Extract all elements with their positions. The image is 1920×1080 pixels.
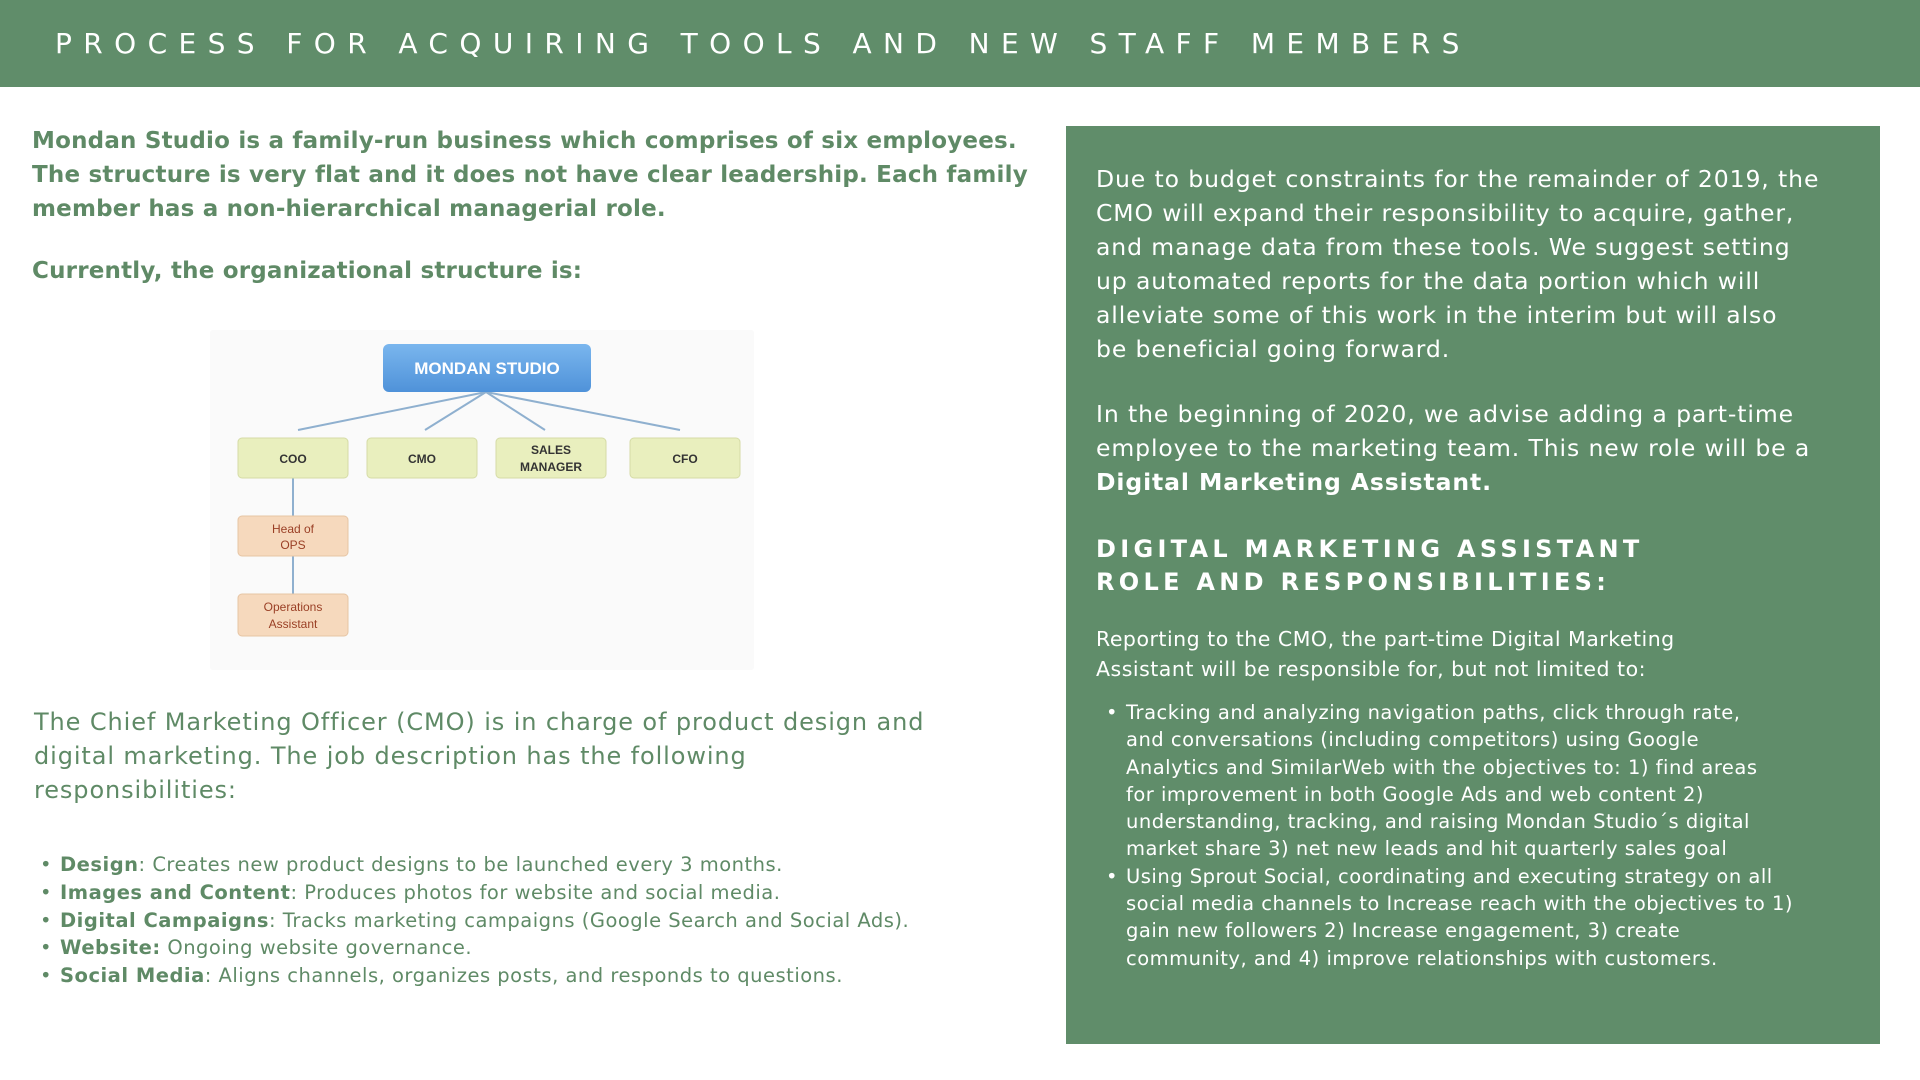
- org-node-root: [383, 344, 591, 392]
- role-heading: [1096, 533, 1644, 599]
- org-node-operations-assistant: [238, 594, 348, 636]
- panel-line: and manage data from these tools. We suggest setting: [1096, 233, 1791, 261]
- cmo-description: [34, 705, 974, 807]
- reporting-paragraph: [1096, 624, 1836, 684]
- cmo-line: responsibilities:: [34, 776, 237, 804]
- role-name: Digital Marketing Assistant.: [1096, 468, 1492, 496]
- org-cmo-label: CMO: [408, 452, 436, 466]
- panel-line: employee to the marketing team. This new role will be a: [1096, 434, 1811, 462]
- resp-text: : Creates new product designs to be launched every 3 months.: [138, 853, 783, 876]
- header-bar: [0, 0, 1920, 87]
- resp-term: Images and Content: [60, 880, 291, 904]
- budget-paragraph: [1096, 162, 1866, 366]
- panel-line: up automated reports for the data portion which will: [1096, 267, 1761, 295]
- org-connectors: [293, 392, 680, 594]
- duty-line: market share 3) net new leads and hit quarterly sales goal: [1126, 837, 1728, 861]
- list-item: [1106, 699, 1866, 863]
- org-assistant-line1: Operations: [263, 600, 323, 614]
- duty-line: • Tracking and analyzing navigation paths, click through rate,: [1126, 701, 1741, 724]
- intro-line: member has a non-hierarchical managerial role.: [32, 196, 666, 222]
- intro-line: The structure is very flat and it does not have clear leadership. Each family: [32, 162, 1028, 188]
- org-node-head-of-ops: [238, 516, 348, 556]
- org-chart-svg: [210, 330, 754, 670]
- list-item: [40, 851, 1020, 879]
- cmo-line: The Chief Marketing Officer (CMO) is in charge of product design and: [34, 708, 925, 736]
- org-node-cfo: [630, 438, 740, 478]
- org-root-label: MONDAN STUDIO: [414, 359, 560, 378]
- org-cfo-label: CFO: [672, 452, 698, 466]
- org-ops-line1: Head of: [271, 522, 315, 536]
- list-item: [1106, 863, 1866, 972]
- resp-text: : Aligns channels, organizes posts, and responds to questions.: [204, 964, 843, 988]
- duty-line: gain new followers 2) Increase engagement, 3) create: [1126, 919, 1681, 943]
- org-assistant-line2: Assistant: [268, 617, 318, 631]
- role-heading-line: DIGITAL MARKETING ASSISTANT: [1096, 535, 1644, 563]
- duty-line: social media channels to Increase reach with the objectives to 1): [1126, 892, 1794, 916]
- duty-line: community, and 4) improve relationships with customers.: [1126, 946, 1718, 970]
- resp-text: Ongoing website governance.: [160, 936, 473, 960]
- list-item: [40, 907, 1020, 935]
- hiring-paragraph: [1096, 397, 1866, 499]
- org-ops-line2: OPS: [280, 538, 306, 552]
- duty-line: for improvement in both Google Ads and web content 2): [1126, 782, 1705, 806]
- org-node-cmo: [367, 438, 477, 478]
- cmo-line: digital marketing. The job description has the following: [34, 742, 747, 770]
- org-sales-label: SALES: [530, 443, 572, 457]
- structure-subhead: Currently, the organizational structure is:: [32, 258, 583, 284]
- resp-term: Design: [60, 853, 139, 876]
- assistant-duties-list: [1106, 699, 1866, 972]
- list-item: [40, 879, 1020, 907]
- org-chart: [210, 330, 754, 670]
- duty-line: and conversations (including competitors) using Google: [1126, 728, 1700, 752]
- info-panel: [1066, 126, 1880, 1044]
- resp-text: : Produces photos for website and social media.: [290, 880, 781, 904]
- resp-term: Social Media: [60, 964, 205, 988]
- duty-line: understanding, tracking, and raising Mondan Studio´s digital: [1126, 810, 1750, 834]
- duty-line: Analytics and SimilarWeb with the objectives to: 1) find areas: [1126, 755, 1758, 779]
- page-title: PROCESS FOR ACQUIRING TOOLS AND NEW STAFF MEMBERS: [55, 27, 1471, 60]
- duty-line: • Using Sprout Social, coordinating and executing strategy on all: [1126, 864, 1773, 888]
- panel-line: Due to budget constraints for the remainder of 2019, the: [1096, 165, 1820, 193]
- left-column: [32, 124, 1042, 284]
- org-coo-label: COO: [279, 452, 307, 466]
- resp-term: Digital Campaigns: [60, 908, 270, 932]
- panel-line: Reporting to the CMO, the part-time Digital Marketing: [1096, 627, 1675, 651]
- panel-line: be beneficial going forward.: [1096, 335, 1451, 363]
- role-heading-line: ROLE AND RESPONSIBILITIES:: [1096, 568, 1611, 596]
- org-node-coo: [238, 438, 348, 478]
- org-node-sales-manager: [496, 438, 606, 478]
- intro-paragraph: [32, 124, 1042, 226]
- panel-line: In the beginning of 2020, we advise adding a part-time: [1096, 400, 1794, 428]
- panel-line: Assistant will be responsible for, but not limited to:: [1096, 657, 1647, 681]
- list-item: [40, 934, 1020, 962]
- resp-term: Website:: [60, 936, 161, 960]
- intro-line: Mondan Studio is a family-run business which comprises of six employees.: [32, 128, 1017, 154]
- org-manager-label: MANAGER: [520, 460, 582, 474]
- resp-text: : Tracks marketing campaigns (Google Search and Social Ads).: [269, 908, 910, 932]
- responsibilities-list: [40, 851, 1020, 990]
- list-item: [40, 962, 1020, 990]
- panel-line: CMO will expand their responsibility to acquire, gather,: [1096, 199, 1795, 227]
- panel-line: alleviate some of this work in the interim but will also: [1096, 301, 1778, 329]
